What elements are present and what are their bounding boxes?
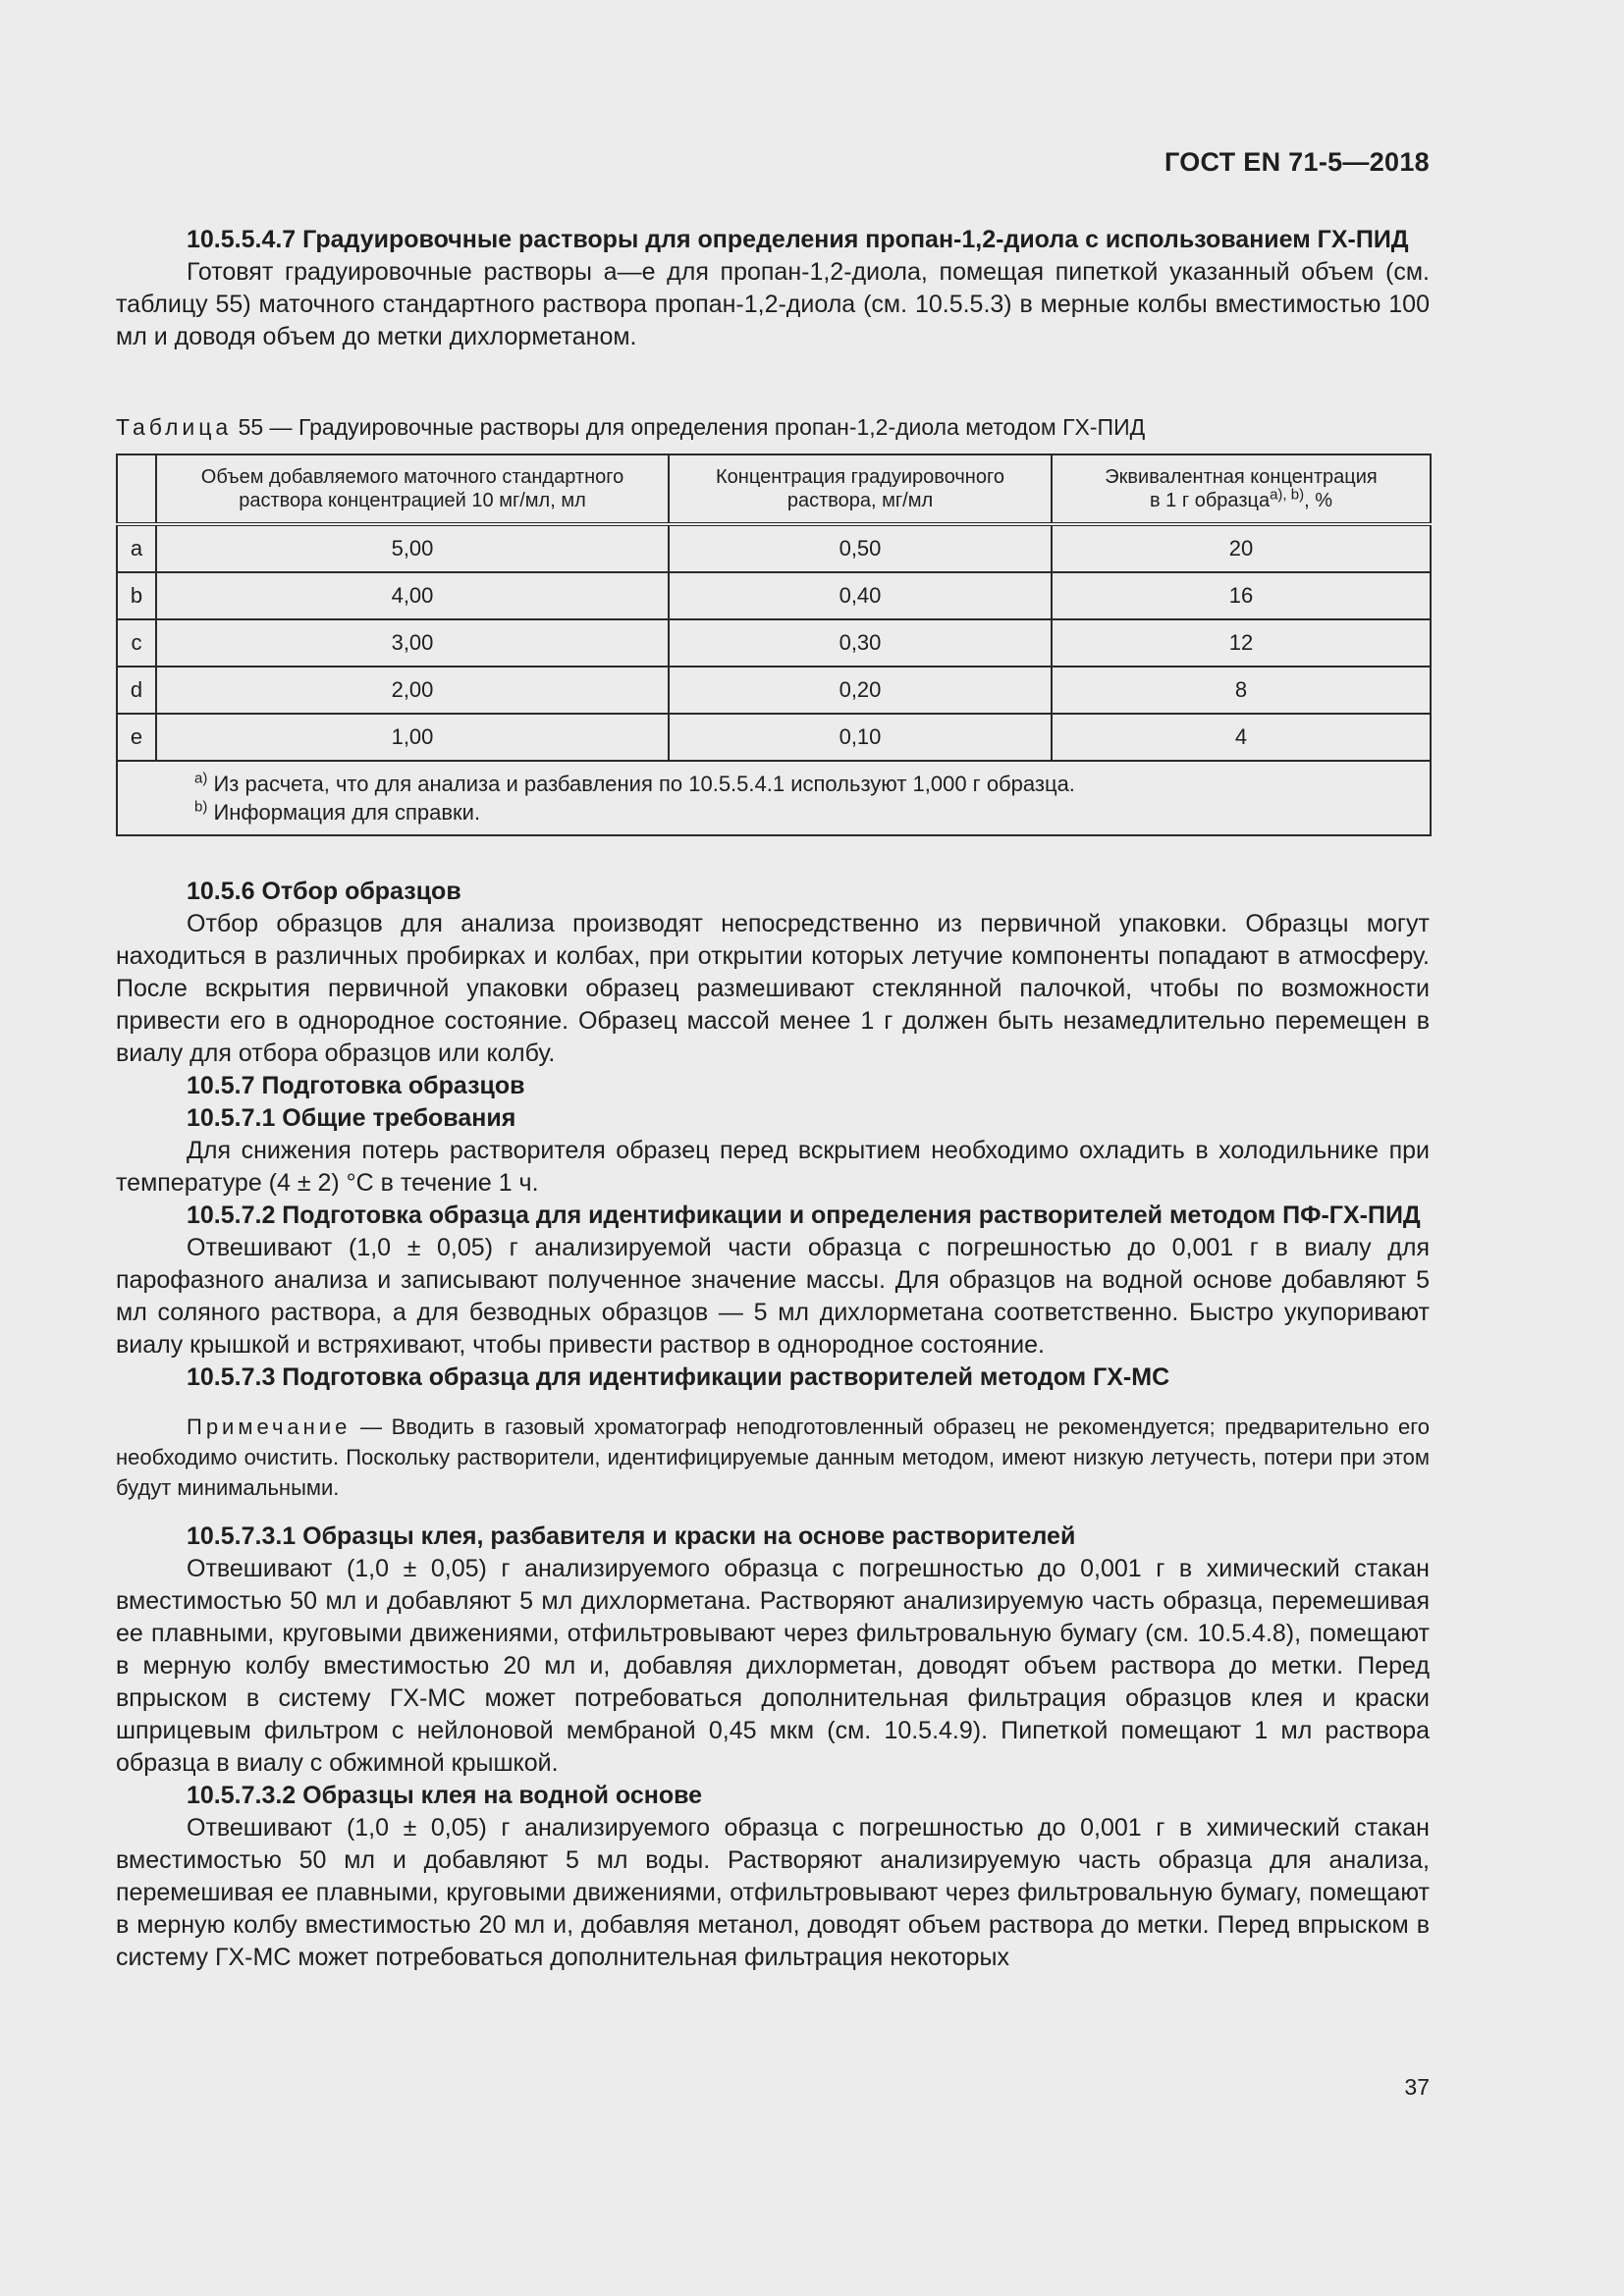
table-row (117, 572, 1431, 619)
page-number: 37 (1404, 2074, 1430, 2100)
cell-concentration: 0,10 (669, 714, 1052, 761)
section-heading: 10.5.7.3.2 Образцы клея на водной основе (187, 1782, 703, 1809)
table-55-caption (116, 412, 1145, 442)
header-blank-cell (117, 454, 156, 524)
cell-equivalent: 8 (1052, 667, 1431, 714)
note-text: — Вводить в газовый хроматограф неподготовленный образец не рекомендуется; предварительно его необходимо очистить. Поскольку растворители, идентифицируемые данным методом, имеют низкую летучесть, потери при этом будут минимальными. (116, 1415, 1430, 1500)
section-text: Отвешивают (1,0 ± 0,05) г анализируемого образца с погрешностью до 0,001 г в химический стакан вместимостью 50 мл и добавляют 5 мл дихлорметана. Растворяют анализируемую часть образца, перемешивая ее плавными, круговыми движениями, отфильтровывают через фильтровальную бумагу (см. 10.5.4.8), помещают в мерную колбу вместимостью 20 мл и, добавляя дихлорметан, доводят объем раствора до метки. Перед впрыском в систему ГХ-МС может потребоваться дополнительная фильтрация образцов клея и краски шприцевым фильтром с нейлоновой мембраной 0,45 мкм (см. 10.5.4.9). Пипеткой помещают 1 мл раствора образца в виалу с обжимной крышкой. (116, 1555, 1430, 1777)
section-text: Отвешивают (1,0 ± 0,05) г анализируемого образца с погрешностью до 0,001 г в химический стакан вместимостью 50 мл и добавляют 5 мл воды. Растворяют анализируемую часть образца для анализа, перемешивая ее плавными, круговыми движениями, отфильтровывают через фильтровальную бумагу, помещают в мерную колбу вместимостью 20 мл и, добавляя метанол, доводят объем раствора до метки. Перед впрыском в систему ГХ-МС может потребоваться дополнительная фильтрация некоторых (116, 1814, 1430, 1971)
cell-volume: 3,00 (156, 619, 669, 667)
cell-volume: 5,00 (156, 524, 669, 572)
table-footnotes (117, 761, 1431, 835)
row-label: a (117, 524, 156, 572)
cell-equivalent: 20 (1052, 524, 1431, 572)
header-volume: Объем добавляемого маточного стандартного раствора концентрацией 10 мг/мл, мл (156, 454, 669, 524)
cell-equivalent: 12 (1052, 619, 1431, 667)
note (116, 1412, 1430, 1503)
table-row (117, 524, 1431, 572)
section-text: Отвешивают (1,0 ± 0,05) г анализируемой части образца с погрешностью до 0,001 г в виалу для парофазного анализа и записывают полученное значение массы. Для образцов на водной основе добавляют 5 мл соляного раствора, а для безводных образцов — 5 мл дихлорметана соответственно. Быстро укупоривают виалу крышкой и встряхивают, чтобы привести раствор в однородное состояние. (116, 1234, 1430, 1359)
cell-volume: 4,00 (156, 572, 669, 619)
note-label: Примечание (187, 1415, 352, 1439)
caption-text: 55 — Градуировочные растворы для определения пропан-1,2-диола методом ГХ-ПИД (238, 414, 1146, 440)
table-row (117, 619, 1431, 667)
section-heading: 10.5.7.3.1 Образцы клея, разбавителя и краски на основе растворителей (187, 1522, 1076, 1550)
section-text: Готовят градуировочные растворы a—e для пропан-1,2-диола, помещая пипеткой указанный объем (см. таблицу 55) маточного стандартного раствора пропан-1,2-диола (см. 10.5.5.3) в мерные колбы вместимостью 100 мл и доводя объем до метки дихлорметаном. (116, 258, 1430, 350)
cell-volume: 1,00 (156, 714, 669, 761)
header-concentration: Концентрация градуировочного раствора, мг/мл (669, 454, 1052, 524)
caption-label: Таблица (116, 414, 233, 440)
cell-concentration: 0,20 (669, 667, 1052, 714)
table-row (117, 714, 1431, 761)
section-heading: 10.5.7.3 Подготовка образца для идентификации растворителей методом ГХ-МС (187, 1363, 1170, 1391)
cell-equivalent: 4 (1052, 714, 1431, 761)
footnote-a: $^{a)}$ Из расчета, что для анализа и разбавления по 10.5.5.4.1 используют 1,000 г образца. (194, 770, 1075, 796)
section-heading: 10.5.7 Подготовка образцов (187, 1072, 525, 1099)
section-heading: 10.5.6 Отбор образцов (187, 878, 461, 905)
cell-equivalent: 16 (1052, 572, 1431, 619)
footnote-b: $^{b)}$ Информация для справки. (194, 798, 481, 825)
section-10-5-5-4-7 (116, 224, 1430, 353)
table-row (117, 667, 1431, 714)
table-footnotes-row (117, 761, 1431, 835)
section-text: Отбор образцов для анализа производят непосредственно из первичной упаковки. Образцы могут находиться в различных пробирках и колбах, при открытии которых летучие компоненты попадают в атмосферу. После вскрытия первичной упаковки образец размешивают стеклянной палочкой, чтобы по возможности привести его в однородное состояние. Образец массой менее 1 г должен быть незамедлительно перемещен в виалу для отбора образцов или колбу. (116, 910, 1430, 1067)
section-text: Для снижения потерь растворителя образец перед вскрытием необходимо охладить в холодильнике при температуре (4 ± 2) °C в течение 1 ч. (116, 1137, 1430, 1197)
cell-volume: 2,00 (156, 667, 669, 714)
row-label: c (117, 619, 156, 667)
section-heading: 10.5.5.4.7 Градуировочные растворы для определения пропан-1,2-диола с использованием ГХ-ПИД (187, 226, 1409, 253)
row-label: e (117, 714, 156, 761)
row-label: d (117, 667, 156, 714)
cell-concentration: 0,30 (669, 619, 1052, 667)
header-equivalent: Эквивалентная концентрация в 1 г образца$^{a), b)}$, % (1052, 454, 1431, 524)
section-heading: 10.5.7.1 Общие требования (187, 1104, 516, 1132)
table-55 (116, 454, 1432, 836)
cell-concentration: 0,50 (669, 524, 1052, 572)
table-header-row (117, 454, 1431, 524)
document-code-header: ГОСТ EN 71-5—2018 (1164, 147, 1430, 177)
row-label: b (117, 572, 156, 619)
cell-concentration: 0,40 (669, 572, 1052, 619)
section-heading: 10.5.7.2 Подготовка образца для идентификации и определения растворителей методом ПФ-ГХ-ПИД (187, 1201, 1421, 1229)
body-sections (116, 876, 1430, 1974)
